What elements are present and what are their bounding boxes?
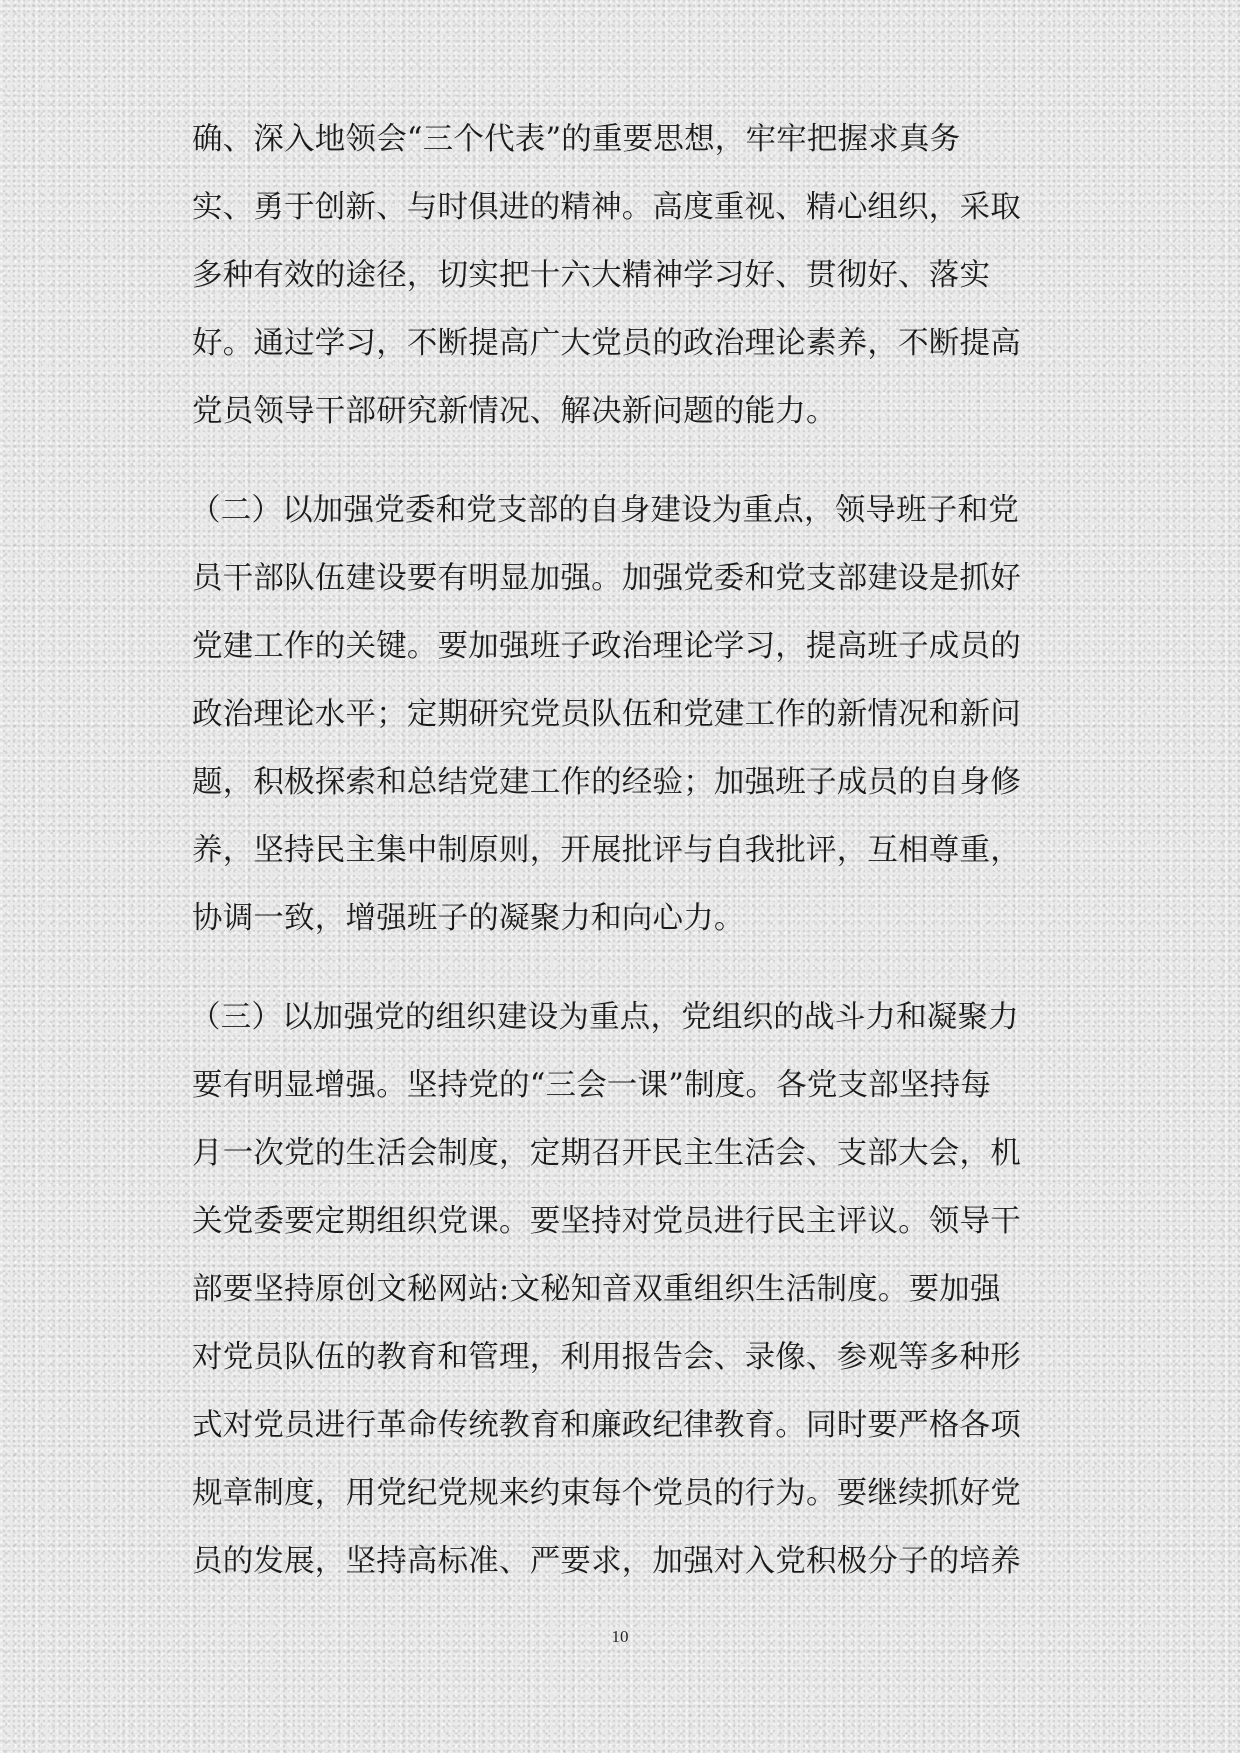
text-line: 党建工作的关键。要加强班子政治理论学习，提高班子成员的	[192, 629, 1021, 664]
text-line: 党员领导干部研究新情况、解决新问题的能力。	[192, 394, 837, 429]
text-line: 员干部队伍建设要有明显加强。加强党委和党支部建设是抓好	[192, 561, 1021, 596]
text-line: 对党员队伍的教育和管理，利用报告会、录像、参观等多种形	[192, 1340, 1021, 1375]
text-line: 好。通过学习，不断提高广大党员的政治理论素养，不断提高	[192, 326, 1021, 361]
text-line: 实、勇于创新、与时俱进的精神。高度重视、精心组织，采取	[192, 190, 1021, 225]
text-line: 关党委要定期组织党课。要坚持对党员进行民主评议。领导干	[192, 1204, 1021, 1239]
page-number: 10	[611, 1627, 629, 1646]
paragraph-spacer	[192, 446, 1038, 477]
text-line: 要有明显增强。坚持党的“三会一课”制度。各党支部坚持每	[192, 1068, 992, 1103]
text-line: 确、深入地领会“三个代表”的重要思想，牢牢把握求真务	[192, 122, 961, 157]
text-line: 政治理论水平；定期研究党员队伍和党建工作的新情况和新问	[192, 697, 1021, 732]
text-line: 部要坚持原创文秘网站:文秘知音双重组织生活制度。要加强	[192, 1272, 1001, 1307]
text-line: 规章制度，用党纪党规来约束每个党员的行为。要继续抓好党	[192, 1476, 1021, 1511]
text-line: 题，积极探索和总结党建工作的经验；加强班子成员的自身修	[192, 765, 1021, 800]
paragraph-1	[192, 106, 1038, 446]
text-line: 协调一致，增强班子的凝聚力和向心力。	[192, 901, 745, 936]
text-line: 多种有效的途径，切实把十六大精神学习好、贯彻好、落实	[192, 258, 991, 293]
text-line: 式对党员进行革命传统教育和廉政纪律教育。同时要严格各项	[192, 1408, 1021, 1443]
text-line: 养，坚持民主集中制原则，开展批评与自我批评，互相尊重，	[192, 833, 1021, 868]
document-body	[192, 106, 1038, 1596]
paragraph-spacer	[192, 953, 1038, 984]
paragraph-2	[192, 477, 1038, 953]
text-line: （三）以加强党的组织建设为重点，党组织的战斗力和凝聚力	[190, 1000, 1019, 1035]
text-line: （二）以加强党委和党支部的自身建设为重点，领导班子和党	[190, 493, 1019, 528]
text-line: 员的发展，坚持高标准、严要求，加强对入党积极分子的培养	[192, 1544, 1021, 1579]
paragraph-3	[192, 984, 1038, 1596]
text-line: 月一次党的生活会制度，定期召开民主生活会、支部大会，机	[192, 1136, 1021, 1171]
